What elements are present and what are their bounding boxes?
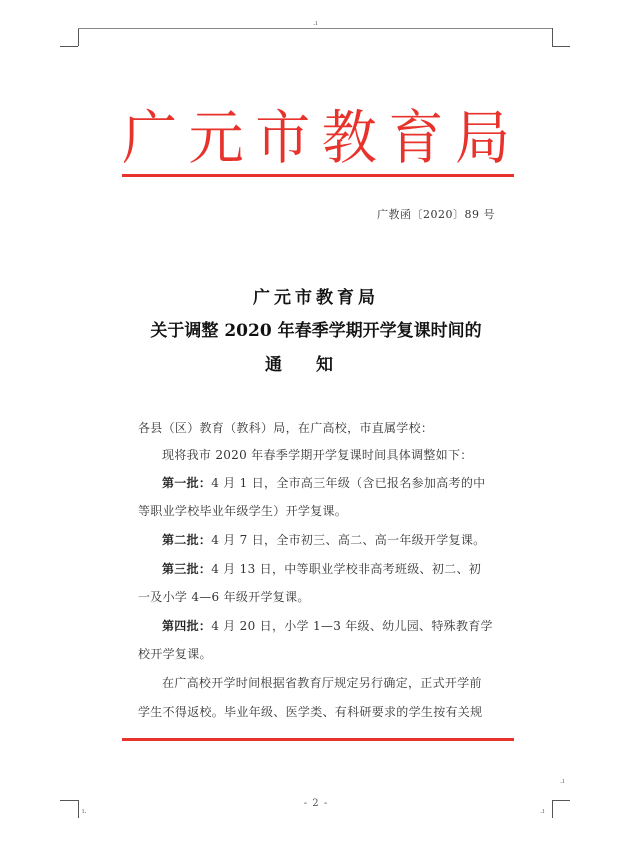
closing-line-1: 在广高校开学时间根据省教育厅规定另行确定，正式开学前 xyxy=(162,676,482,690)
title-line-3: 通知 xyxy=(265,355,367,375)
batch-2-line-1 xyxy=(162,532,524,548)
document-number: 广教函〔2020〕89 号 xyxy=(377,208,495,221)
batch-3-text: 4 月 13 日，中等职业学校非高考班级、初二、初 xyxy=(211,562,482,576)
masthead-org-name: 广元市教育局 xyxy=(122,104,514,172)
batch-4-line-1 xyxy=(162,618,524,634)
title-line-1: 广元市教育局 xyxy=(253,288,379,308)
batch-4-label: 第四批： xyxy=(162,619,212,633)
bottom-red-rule xyxy=(122,738,514,741)
crop-mark-top-line xyxy=(78,28,552,29)
batch-3-line-1 xyxy=(162,561,524,577)
center-dot-top: .ı xyxy=(313,19,318,27)
closing-line-2: 学生不得返校。毕业年级、医学类、有科研要求的学生按有关规 xyxy=(138,705,483,719)
crop-mark-top-right-v xyxy=(552,28,553,46)
batch-3-label: 第三批： xyxy=(162,562,212,576)
masthead-red-rule xyxy=(122,174,514,177)
batch-2-label: 第二批： xyxy=(162,533,212,547)
batch-1-text: 4 月 1 日，全市高三年级（含已报名参加高考的中 xyxy=(211,476,486,490)
crop-mark-top-left-v xyxy=(78,28,79,46)
batch-4-line-2: 校开学复课。 xyxy=(138,647,212,661)
page-number: - 2 - xyxy=(303,798,329,809)
batch-1-label: 第一批： xyxy=(162,476,212,490)
crop-mark-top-left-h xyxy=(60,46,78,47)
salutation: 各县（区）教育（教科）局，在广高校，市直属学校： xyxy=(138,421,434,435)
margin-dot-right: .ı xyxy=(560,777,565,785)
batch-4-text: 4 月 20 日，小学 1—3 年级、幼儿园、特殊教育学 xyxy=(211,619,493,633)
corner-dot-bottom-right: .ı xyxy=(540,807,545,815)
batch-1-line-2: 等职业学校毕业年级学生）开学复课。 xyxy=(138,504,348,518)
crop-mark-top-right-h xyxy=(552,46,570,47)
intro-paragraph: 现将我市 2020 年春季学期开学复课时间具体调整如下： xyxy=(162,448,473,462)
batch-3-line-2: 一及小学 4—6 年级开学复课。 xyxy=(138,590,310,604)
batch-1-line-1 xyxy=(162,475,524,491)
corner-dot-bottom-left: ı. xyxy=(82,807,87,815)
title-line-2: 关于调整 2020 年春季学期开学复课时间的 xyxy=(150,321,482,341)
batch-2-text: 4 月 7 日，全市初三、高二、高一年级开学复课。 xyxy=(211,533,486,547)
